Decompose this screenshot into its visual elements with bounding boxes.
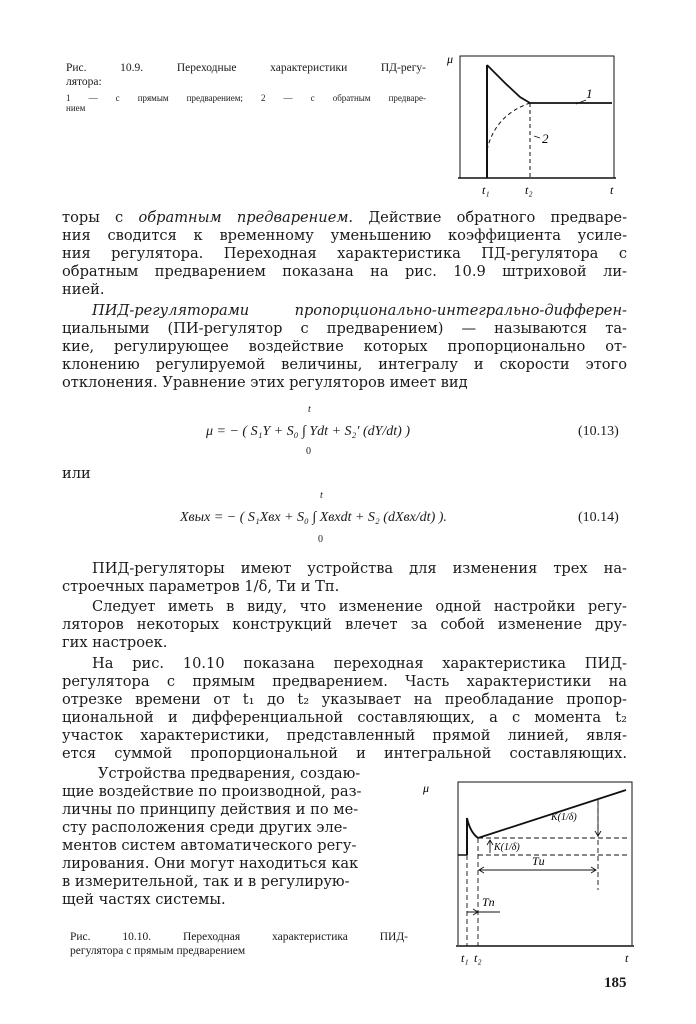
figure-frame <box>460 56 614 178</box>
figure-caption-legend: нием <box>66 103 86 113</box>
curve-1-label: 1 <box>586 86 593 101</box>
integral-lower-limit: 0 <box>318 534 323 545</box>
emphasis: обратным предварением. <box>138 209 354 226</box>
text-line: ПИД-регуляторами пропорционально-интегрально-дифферен- <box>92 302 627 319</box>
text-line: Следует иметь в виду, что изменение одной настройки регу- <box>92 598 627 615</box>
curve-1 <box>487 65 612 103</box>
figure-caption-title: лятора: <box>66 76 102 88</box>
equation-10-14: Xвых = − ( S₁Xвх + S₀ ∫ Xвхdt + S₂ (dXвх/dt) ). <box>180 510 447 525</box>
text-line: регулятора с прямым предварением. Часть характеристики на <box>62 673 627 690</box>
figure-10-10 <box>456 782 634 946</box>
text-line: Устройства предварения, создаю- <box>98 765 361 782</box>
text-line: ментов систем автоматического регу- <box>62 837 357 854</box>
tick-t1: t₁ <box>461 951 469 965</box>
curve-2-dashed <box>487 103 530 150</box>
equation-10-13: μ = − ( S₁Y + S₀ ∫ Ydt + S₂′ (dY/dt) ) <box>206 424 410 439</box>
figure-10-9 <box>458 56 616 178</box>
text-line: нией. <box>62 281 105 298</box>
equation-number: (10.14) <box>578 510 619 525</box>
x-axis-label: t <box>610 183 614 197</box>
k-label-lower: K(1/δ) <box>494 842 520 853</box>
text-line: циональной и дифференциальной составляющих, а с момента t₂ <box>62 709 627 726</box>
integral-upper-limit: t <box>308 404 311 415</box>
y-axis-label: μ <box>423 781 430 795</box>
integral-lower-limit: 0 <box>306 446 311 457</box>
text-line: ния регулятора. Переходная характеристика ПД-регулятора с <box>62 245 627 262</box>
text-line: циальными (ПИ-регулятор с предварением) — называются та- <box>62 320 627 337</box>
tp-label: Tп <box>482 895 495 909</box>
equation-number: (10.13) <box>578 424 619 439</box>
label-leader <box>534 136 540 138</box>
integral-upper-limit: t <box>320 490 323 501</box>
text-line: На рис. 10.10 показана переходная характеристика ПИД- <box>92 655 627 672</box>
text-line: или <box>62 465 91 482</box>
text-line: ния сводится к временному уменьшению коэффициента усиле- <box>62 227 627 244</box>
k-label-upper: K(1/δ) <box>551 812 577 823</box>
derivative-decay <box>467 818 478 838</box>
text-line: личны по принципу действия и по ме- <box>62 801 359 818</box>
tick-t1: t₁ <box>482 183 490 197</box>
text-line: ПИД-регуляторы имеют устройства для изменения трех на- <box>92 560 627 577</box>
figure-caption: Рис. 10.10. Переходная характеристика ПИД- <box>70 931 408 943</box>
text-line: торы с обратным предварением. Действие обратного предваре- <box>62 209 627 226</box>
figure-frame <box>458 782 632 945</box>
text-line: кие, регулирующее воздействие которых пропорционально от- <box>62 338 627 355</box>
tick-t2: t₂ <box>474 951 482 965</box>
text-line: лирования. Они могут находиться как <box>62 855 359 872</box>
curve-2-label: 2 <box>542 131 549 146</box>
x-axis-label: t <box>625 951 629 965</box>
text-line: щей частях системы. <box>62 891 226 908</box>
figure-caption-title: Рис. 10.9. Переходные характеристики ПД-регу- <box>66 62 426 74</box>
text-line: ляторов некоторых конструкций влечет за собой изменение дру- <box>62 616 627 633</box>
text-line: сту расположения среди других эле- <box>62 819 348 836</box>
text-line: отклонения. Уравнение этих регуляторов имеет вид <box>62 374 468 391</box>
text-line: щие воздействие по производной, раз- <box>62 783 362 800</box>
text-line: клонению регулируемой величины, интегралу и скорости этого <box>62 356 627 373</box>
ti-label: Tи <box>532 854 545 868</box>
figure-caption: регулятора с прямым предварением <box>70 945 246 957</box>
y-axis-label: μ <box>447 52 454 66</box>
text-line: в измерительной, так и в регулирую- <box>62 873 350 890</box>
text-line: строечных параметров 1/δ, Tи и Tп. <box>62 578 340 595</box>
text-line: гих настроек. <box>62 634 168 651</box>
page-number: 185 <box>604 975 627 991</box>
tick-t2: t₂ <box>525 183 533 197</box>
text-line: отрезке времени от t₁ до t₂ указывает на преобладание пропор- <box>62 691 627 708</box>
text-line: обратным предварением показана на рис. 10.9 штриховой ли- <box>62 263 627 280</box>
text-line: участок характеристики, представленный прямой линией, явля- <box>62 727 627 744</box>
text-line: ется суммой пропорциональной и интегральной составляющих. <box>62 745 627 762</box>
figure-caption-legend: 1 — с прямым предварением; 2 — с обратным предваре- <box>66 93 426 103</box>
